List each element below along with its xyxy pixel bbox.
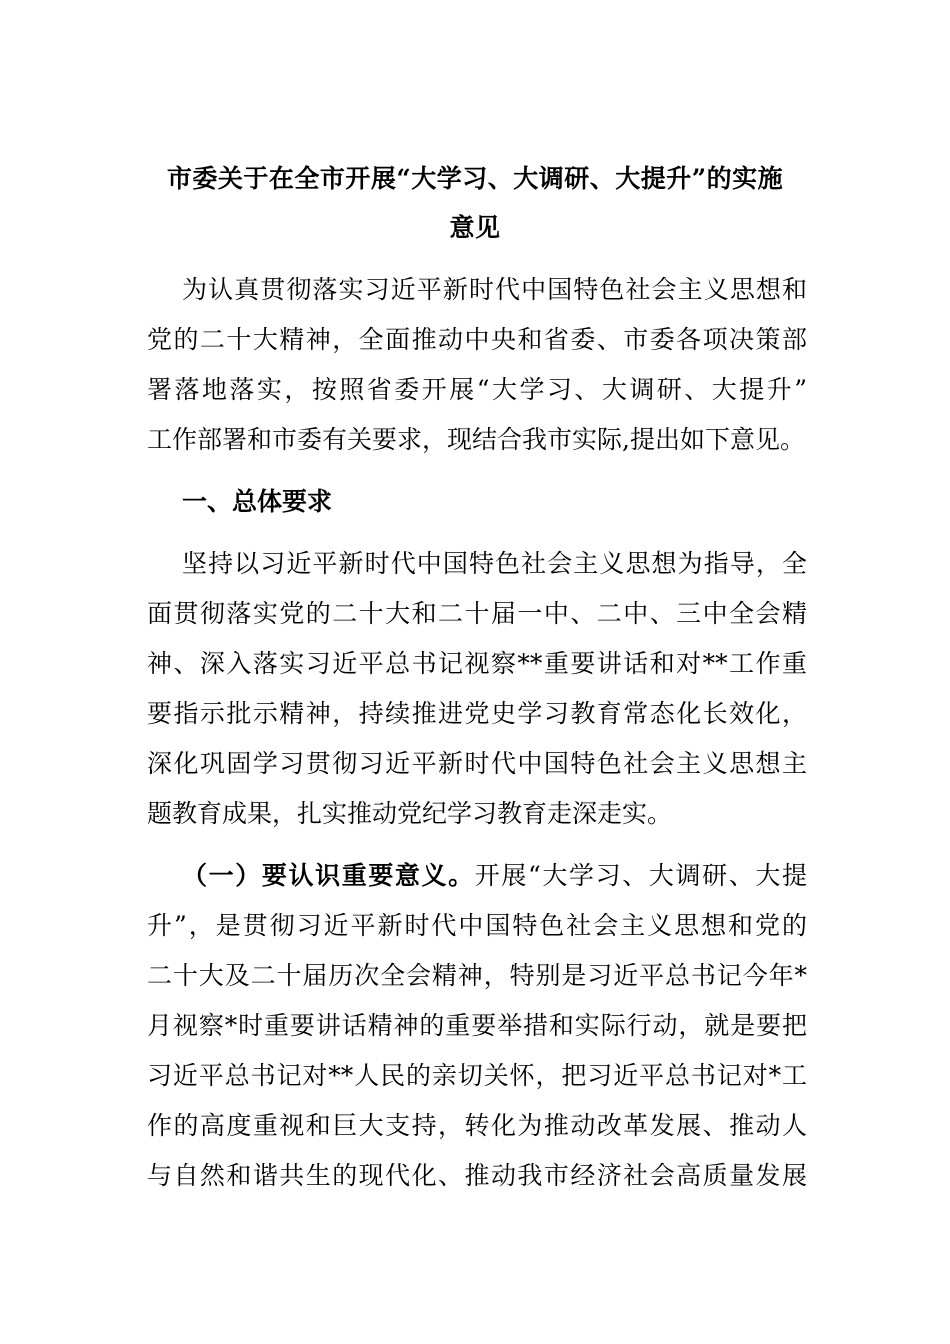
intro-line-2: 党的二十大精神，全面推动中央和省委、市委各项决策部 [147, 325, 807, 354]
intro-line-1: 为认真贯彻落实习近平新时代中国特色社会主义思想和 [182, 275, 807, 304]
section-1-line-3: 神、深入落实习近平总书记视察**重要讲话和对**工作重 [147, 649, 807, 678]
subsection-1-line-7: 与自然和谐共生的现代化、推动我市经济社会高质量发展 [147, 1161, 807, 1190]
subsection-1-label: （一）要认识重要意义。 [182, 861, 475, 890]
section-1-heading: 一、总体要求 [182, 487, 333, 516]
subsection-1-first-line-text: 开展“大学习、大调研、大提 [474, 861, 807, 890]
section-1-line-4: 要指示批示精神，持续推进党史学习教育常态化长效化， [147, 699, 807, 728]
section-1-line-6: 题教育成果，扎实推动党纪学习教育走深走实。 [147, 799, 673, 828]
subsection-1-line-4: 月视察*时重要讲话精神的重要举措和实际行动，就是要把 [147, 1011, 807, 1040]
subsection-1-line-2: 升”，是贯彻习近平新时代中国特色社会主义思想和党的 [147, 911, 807, 940]
section-1-line-5: 深化巩固学习贯彻习近平新时代中国特色社会主义思想主 [147, 749, 807, 778]
subsection-1-line-5: 习近平总书记对**人民的亲切关怀，把习近平总书记对*工 [147, 1061, 807, 1090]
intro-line-3: 署落地落实，按照省委开展“大学习、大调研、大提升” [147, 375, 807, 404]
subsection-1-line-6: 作的高度重视和巨大支持，转化为推动改革发展、推动人 [147, 1111, 807, 1140]
section-1-line-1: 坚持以习近平新时代中国特色社会主义思想为指导，全 [182, 549, 807, 578]
section-1-line-2: 面贯彻落实党的二十大和二十届一中、二中、三中全会精 [147, 599, 807, 628]
subsection-1-line-3: 二十大及二十届历次全会精神，特别是习近平总书记今年* [147, 961, 807, 990]
document-title-line-1: 市委关于在全市开展“大学习、大调研、大提升”的实施 [166, 164, 784, 193]
subsection-1-line-1 [182, 863, 807, 888]
document-title-line-2: 意见 [449, 213, 501, 242]
intro-line-4: 工作部署和市委有关要求，现结合我市实际,提出如下意见。 [147, 425, 805, 454]
